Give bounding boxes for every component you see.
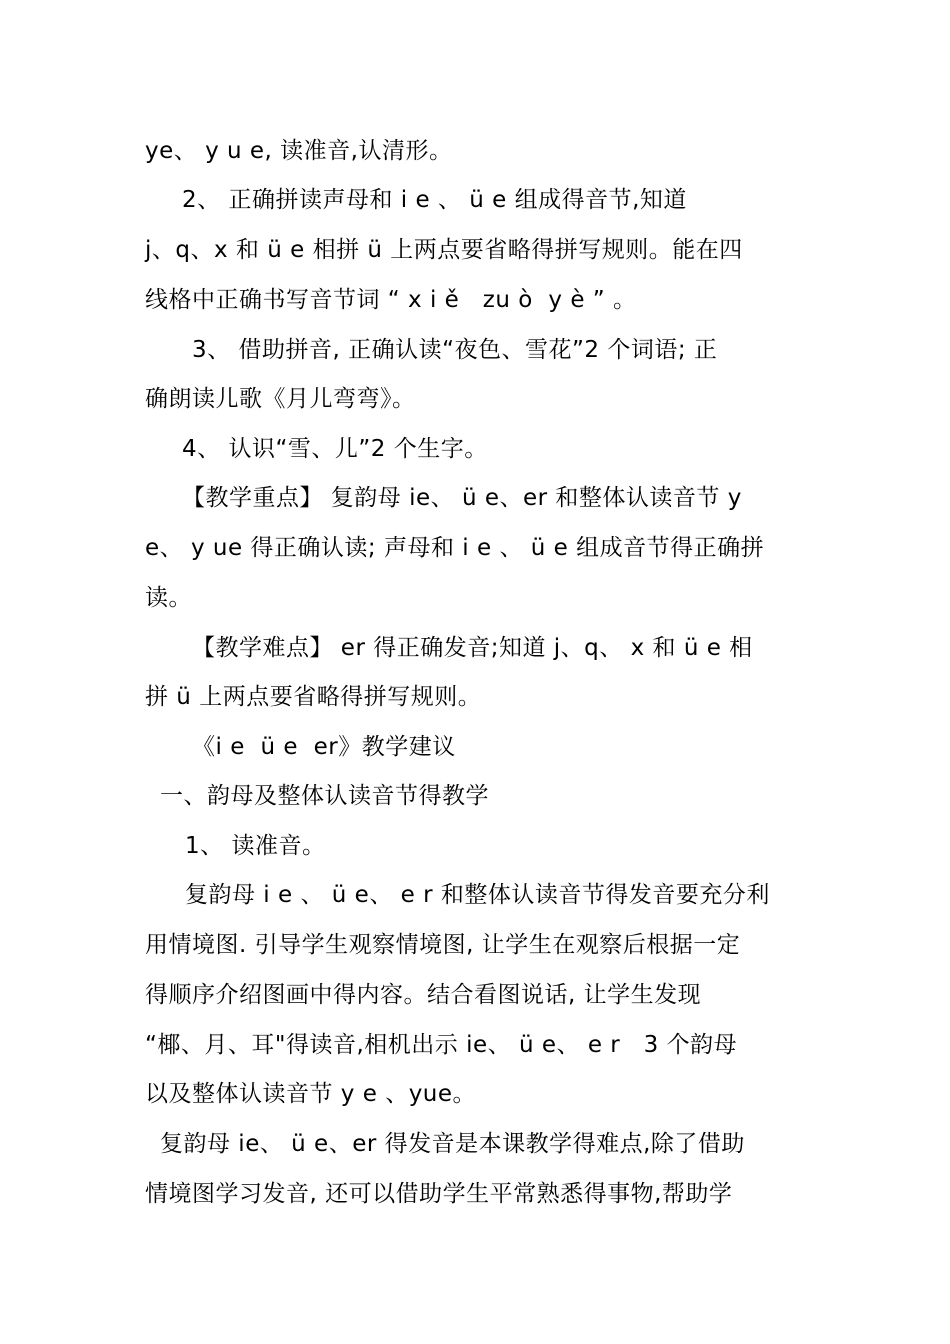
text-line: 情境图学习发音, 还可以借助学生平常熟悉得事物,帮助学 <box>145 1181 733 1207</box>
text-line: 拼 ü 上两点要省略得拼写规则。 <box>145 684 482 710</box>
text-line: 一、韵母及整体认读音节得教学 <box>160 783 489 809</box>
text-line: 复韵母 ie、 ü e、er 得发音是本课教学得难点,除了借助 <box>160 1131 745 1157</box>
text-line: 得顺序介绍图画中得内容。结合看图说话, 让学生发现 <box>145 982 702 1008</box>
text-line: ye、 y u e, 读准音,认清形。 <box>145 138 453 164</box>
text-line: 【教学重点】 复韵母 ie、 ü e、er 和整体认读音节 y <box>182 485 742 511</box>
text-line: 《i e ü e er》教学建议 <box>192 734 456 760</box>
text-line: j、q、x 和 ü e 相拼 ü 上两点要省略得拼写规则。能在四 <box>145 237 743 263</box>
text-line: 线格中正确书写音节词 “ x i ě zu ò y è ” 。 <box>145 287 637 313</box>
text-line: 1、 读准音。 <box>185 833 326 859</box>
text-line: 确朗读儿歌《月儿弯弯》。 <box>145 386 416 412</box>
text-line: 复韵母 i e 、 ü e、 e r 和整体认读音节得发音要充分利 <box>185 882 770 908</box>
text-line: e、 y ue 得正确认读; 声母和 i e 、 ü e 组成音节得正确拼 <box>145 535 765 561</box>
text-line: 读。 <box>145 585 192 611</box>
text-line: 以及整体认读音节 y e 、yue。 <box>145 1081 477 1107</box>
text-line: 2、 正确拼读声母和 i e 、 ü e 组成得音节,知道 <box>182 187 687 213</box>
text-line: “椰、月、耳"得读音,相机出示 ie、 ü e、 e r 3 个韵母 <box>145 1032 738 1058</box>
text-line: 用情境图. 引导学生观察情境图, 让学生在观察后根据一定 <box>145 932 741 958</box>
text-line: 3、 借助拼音, 正确认读“夜色、雪花”2 个词语; 正 <box>192 337 718 363</box>
text-line: 【教学难点】 er 得正确发音;知道 j、q、 x 和 ü e 相 <box>192 635 753 661</box>
text-line: 4、 认识“雪、儿”2 个生字。 <box>182 436 488 462</box>
